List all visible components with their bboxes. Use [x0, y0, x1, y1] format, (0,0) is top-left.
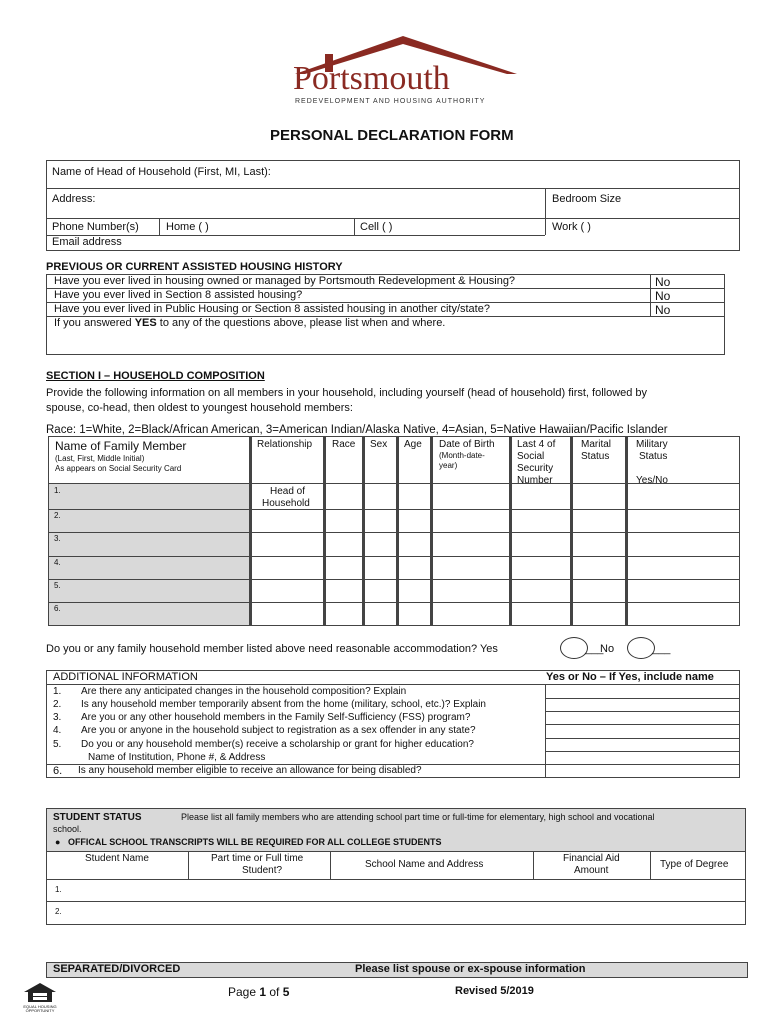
accommodation-yes-checkbox[interactable] — [560, 637, 588, 659]
col-family-member-sub2: As appears on Social Security Card — [55, 464, 182, 473]
history-q3: Have you ever lived in Public Housing or Section 8 assisted housing in another city/state? — [54, 303, 490, 315]
student-status-desc-2: school. — [53, 824, 82, 834]
col-dob-sub2: year) — [439, 461, 458, 470]
history-q1: Have you ever lived in housing owned or managed by Portsmouth Redevelopment & Housing? — [54, 275, 516, 287]
additional-item-text: Do you or any household member(s) receive a scholarship or grant for higher education? — [81, 739, 474, 750]
history-q2: Have you ever lived in Section 8 assisted housing? — [54, 289, 303, 301]
col-military-2: Status — [639, 451, 668, 462]
additional-item-text: Are there any anticipated changes in the household composition? Explain — [81, 686, 407, 697]
col-ssn-3: Security — [517, 463, 554, 474]
logo-name: Portsmouth — [293, 60, 450, 97]
accommodation-no-checkbox[interactable] — [627, 637, 655, 659]
history-note-pre: If you answered — [54, 317, 135, 329]
col-financial-aid-2: Amount — [574, 865, 609, 876]
student-row-number: 2. — [55, 907, 62, 916]
page-pre: Page — [228, 985, 260, 999]
accommodation-yes-blank: ___ — [585, 643, 604, 655]
additional-item-num: 5. — [53, 739, 62, 750]
additional-item-num: 4. — [53, 725, 62, 736]
student-status-desc: Please list all family members who are attending school part time or full-time for elementary, high school and vocational — [181, 812, 655, 822]
race-key: Race: 1=White, 2=Black/African American, 3=American Indian/Alaska Native, 4=Asian, 5=Native Hawaiian/Pacific Islander — [46, 424, 668, 436]
home-phone-field[interactable]: Home ( ) — [166, 221, 209, 233]
col-dob-sub1: (Month-date- — [439, 451, 485, 460]
col-family-member-sub1: (Last, First, Middle Initial) — [55, 454, 145, 463]
col-school-name: School Name and Address — [365, 859, 484, 870]
eho-text: EQUAL HOUSING OPPORTUNITY — [23, 1004, 57, 1013]
address-field[interactable]: Address: — [52, 193, 96, 205]
additional-item-num: 1. — [53, 686, 62, 697]
head-name-field[interactable]: Name of Head of Household (First, MI, Last): — [52, 166, 271, 178]
household-row-number: 3. — [54, 534, 61, 543]
phone-label: Phone Number(s) — [52, 221, 139, 233]
col-age: Age — [404, 439, 422, 450]
page-mid: of — [266, 985, 283, 999]
household-row-number: 5. — [54, 581, 61, 590]
revised-date: Revised 5/2019 — [455, 985, 534, 997]
household-row-number: 6. — [54, 604, 61, 613]
student-bullet-text: OFFICAL SCHOOL TRANSCRIPTS WILL BE REQUIRED FOR ALL COLLEGE STUDENTS — [67, 837, 442, 847]
student-status-title: STUDENT STATUS — [53, 812, 142, 823]
additional-item-num: 2. — [53, 699, 62, 710]
additional-title: ADDITIONAL INFORMATION — [53, 671, 198, 683]
equal-housing-icon — [22, 982, 58, 1012]
section1-intro-1: Provide the following information on all members in your household, including yourself (head of household) first, followed by — [46, 387, 648, 399]
col-dob: Date of Birth — [439, 439, 495, 450]
col-financial-aid-1: Financial Aid — [563, 853, 620, 864]
email-field[interactable]: Email address — [52, 236, 122, 248]
additional-item-text: Is any household member eligible to receive an allowance for being disabled? — [78, 765, 422, 776]
section1-title: SECTION I – HOUSEHOLD COMPOSITION — [46, 370, 265, 382]
head-of-household-1: Head of — [270, 486, 306, 497]
history-note-post: to any of the questions above, please list when and where. — [156, 317, 446, 329]
household-row-number: 2. — [54, 511, 61, 520]
col-ssn-1: Last 4 of — [517, 439, 556, 450]
separated-note: Please list spouse or ex-spouse information — [355, 963, 586, 975]
accommodation-question: Do you or any family household member listed above need reasonable accommodation? Yes — [46, 643, 498, 655]
student-row-number: 1. — [55, 885, 62, 894]
history-note-yes: YES — [134, 317, 157, 329]
form-title: PERSONAL DECLARATION FORM — [270, 127, 514, 144]
logo — [285, 30, 525, 110]
section1-intro-2: spouse, co-head, then oldest to youngest household members: — [46, 402, 353, 414]
separated-title: SEPARATED/DIVORCED — [53, 963, 181, 975]
col-sex: Sex — [370, 439, 388, 450]
accommodation-no-label: No — [600, 643, 615, 655]
household-row-number: 1. — [54, 486, 61, 495]
col-degree: Type of Degree — [660, 859, 729, 870]
additional-item-text: Are you or any other household members in the Family Self-Sufficiency (FSS) program? — [81, 712, 471, 723]
col-military-1: Military — [636, 439, 668, 450]
history-note — [54, 318, 445, 329]
additional-item-num: 6. — [53, 765, 63, 777]
col-student-name: Student Name — [85, 853, 149, 864]
page-number — [228, 986, 289, 998]
cell-phone-field[interactable]: Cell ( ) — [360, 221, 393, 233]
student-status-bullet: ● OFFICAL SCHOOL TRANSCRIPTS WILL BE REQUIRED FOR ALL COLLEGE STUDENTS — [55, 837, 442, 847]
history-a2[interactable]: No — [655, 289, 671, 303]
col-family-member: Name of Family Member — [55, 439, 187, 453]
bedroom-size-field[interactable]: Bedroom Size — [552, 193, 622, 205]
col-part-full-1: Part time or Full time — [211, 853, 304, 864]
col-ssn-4: Number — [517, 475, 553, 486]
col-military-3: Yes/No — [636, 475, 668, 486]
additional-item-num: 3. — [53, 712, 62, 723]
col-marital-2: Status — [581, 451, 610, 462]
history-title: PREVIOUS OR CURRENT ASSISTED HOUSING HISTORY — [46, 261, 343, 273]
household-row-number: 4. — [54, 558, 61, 567]
additional-item-text: Is any household member temporarily absent from the home (military, school, etc.)? Explain — [81, 699, 486, 710]
history-a3[interactable]: No — [655, 303, 671, 317]
col-part-full-2: Student? — [242, 865, 283, 876]
work-phone-field[interactable]: Work ( ) — [552, 221, 591, 233]
col-relationship: Relationship — [257, 439, 313, 450]
col-marital-1: Marital — [581, 439, 612, 450]
page-num: 1 — [259, 985, 267, 999]
additional-answer-header: Yes or No – If Yes, include name — [546, 671, 714, 683]
history-a1[interactable]: No — [655, 275, 671, 289]
additional-item-text: Are you or anyone in the household subject to registration as a sex offender in any state? — [81, 725, 476, 736]
col-ssn-2: Social — [517, 451, 545, 462]
logo-subtitle: REDEVELOPMENT AND HOUSING AUTHORITY — [295, 98, 486, 105]
head-of-household-2: Household — [262, 498, 310, 509]
additional-item5-sub: Name of Institution, Phone #, & Address — [88, 752, 266, 763]
col-race: Race — [332, 439, 356, 450]
page-total: 5 — [282, 985, 290, 999]
accommodation-no-blank: ___ — [652, 643, 671, 655]
